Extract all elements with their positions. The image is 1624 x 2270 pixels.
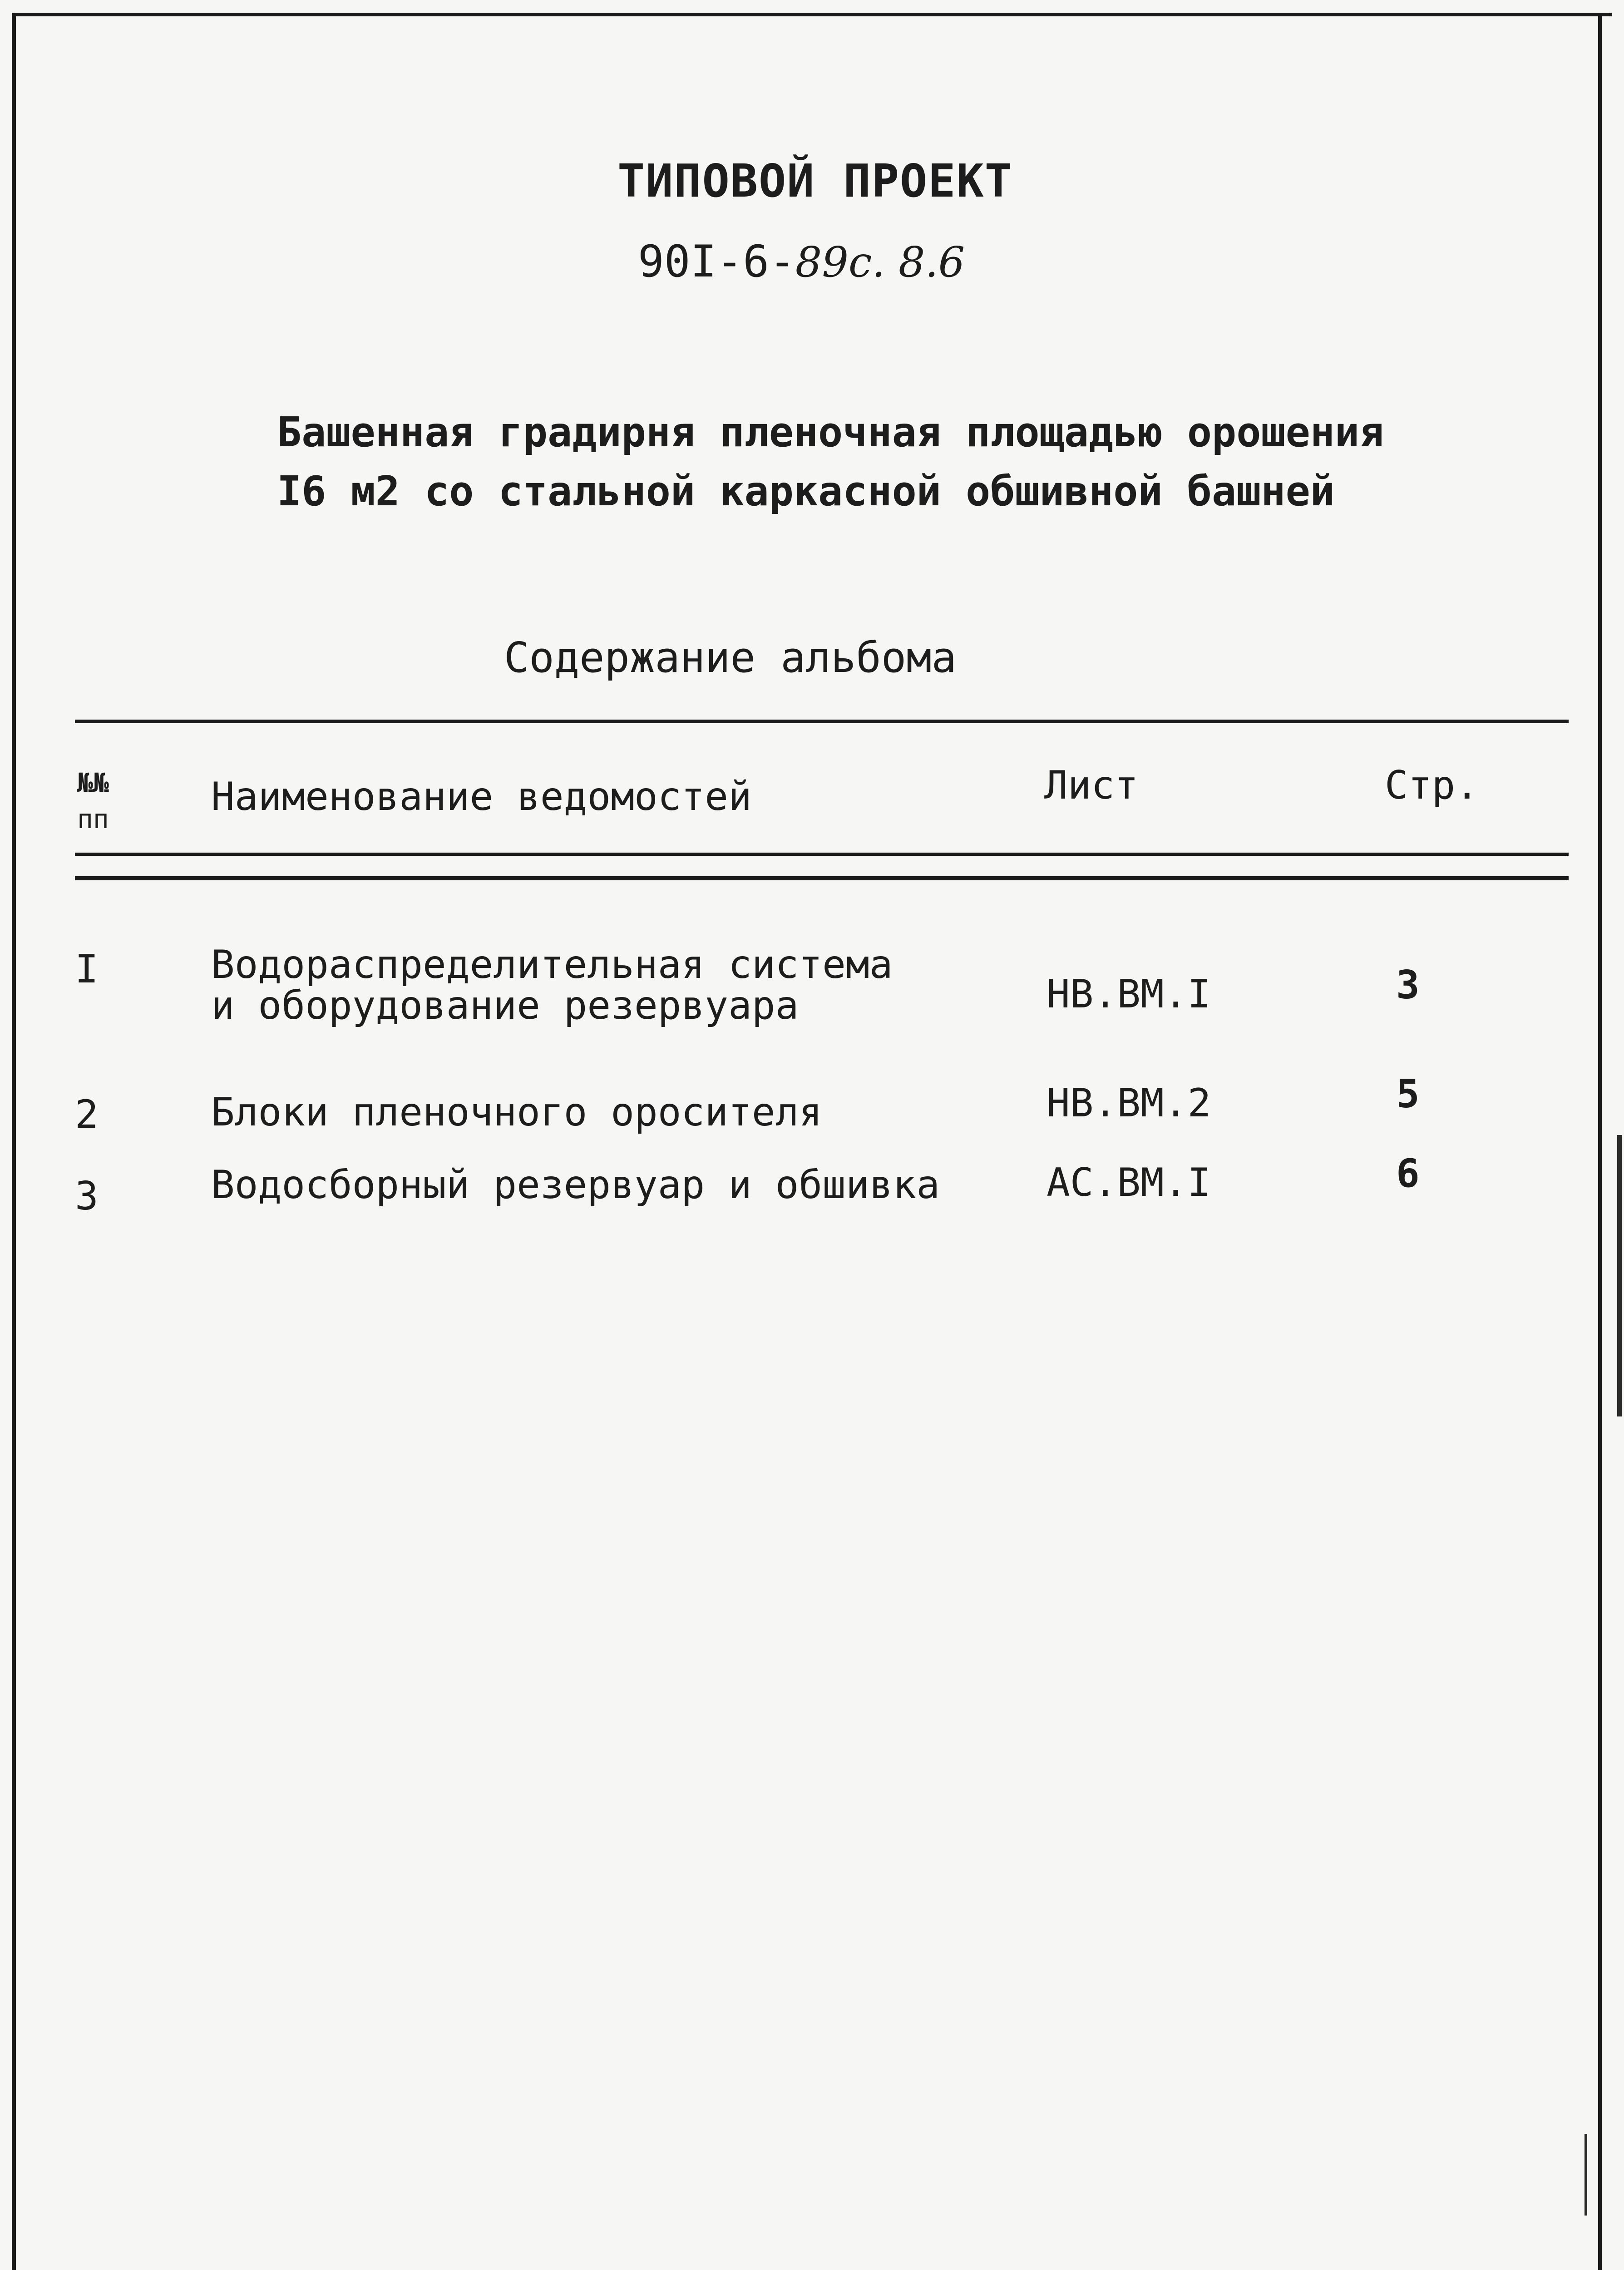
row-2-sheet: НВ.ВМ.2 bbox=[1046, 1081, 1211, 1126]
row-3-name: Водосборный резервуар и обшивка bbox=[211, 1162, 940, 1208]
row-1-sheet: НВ.ВМ.I bbox=[1046, 972, 1211, 1017]
scan-artifact-mark bbox=[1585, 2134, 1587, 2216]
table-top-rule bbox=[75, 720, 1569, 723]
project-code-printed: 90I-6- bbox=[638, 236, 795, 287]
row-2-name: Блоки пленочного оросителя bbox=[211, 1090, 823, 1135]
row-1-name-line2: и оборудование резервуара bbox=[211, 983, 799, 1028]
row-3-page: 6 bbox=[1396, 1151, 1420, 1196]
row-2-num: 2 bbox=[75, 1092, 99, 1137]
header-name: Наименование ведомостей bbox=[211, 774, 752, 819]
row-3-sheet: АС.ВМ.I bbox=[1046, 1160, 1211, 1205]
table-header-rule bbox=[75, 853, 1569, 856]
row-2-page: 5 bbox=[1396, 1071, 1420, 1117]
frame-left-border bbox=[12, 13, 16, 2270]
subtitle-line-1: Башенная градирня пленочная площадью орошения bbox=[277, 409, 1384, 456]
project-code bbox=[638, 236, 965, 287]
header-num-line1: №№ bbox=[77, 767, 109, 798]
document-title: ТИПОВОЙ ПРОЕКТ bbox=[617, 154, 1013, 207]
table-header-rule-double bbox=[75, 876, 1569, 880]
row-1-page: 3 bbox=[1396, 962, 1420, 1008]
header-page: Стр. bbox=[1385, 763, 1479, 808]
row-3-num: 3 bbox=[75, 1174, 99, 1219]
contents-title: Содержание альбома bbox=[504, 633, 957, 682]
frame-top-border bbox=[14, 13, 1612, 16]
project-code-handwritten: 89с. 8.6 bbox=[795, 238, 965, 286]
header-sheet: Лист bbox=[1044, 763, 1139, 808]
frame-right-border bbox=[1598, 13, 1602, 2270]
header-num-line2: пп bbox=[77, 804, 109, 834]
scan-artifact-mark bbox=[1617, 1135, 1622, 1416]
row-1-num: I bbox=[75, 947, 99, 992]
row-1-name-line1: Водораспределительная система bbox=[211, 942, 893, 987]
subtitle-line-2: I6 м2 со стальной каркасной обшивной башней bbox=[277, 468, 1335, 515]
